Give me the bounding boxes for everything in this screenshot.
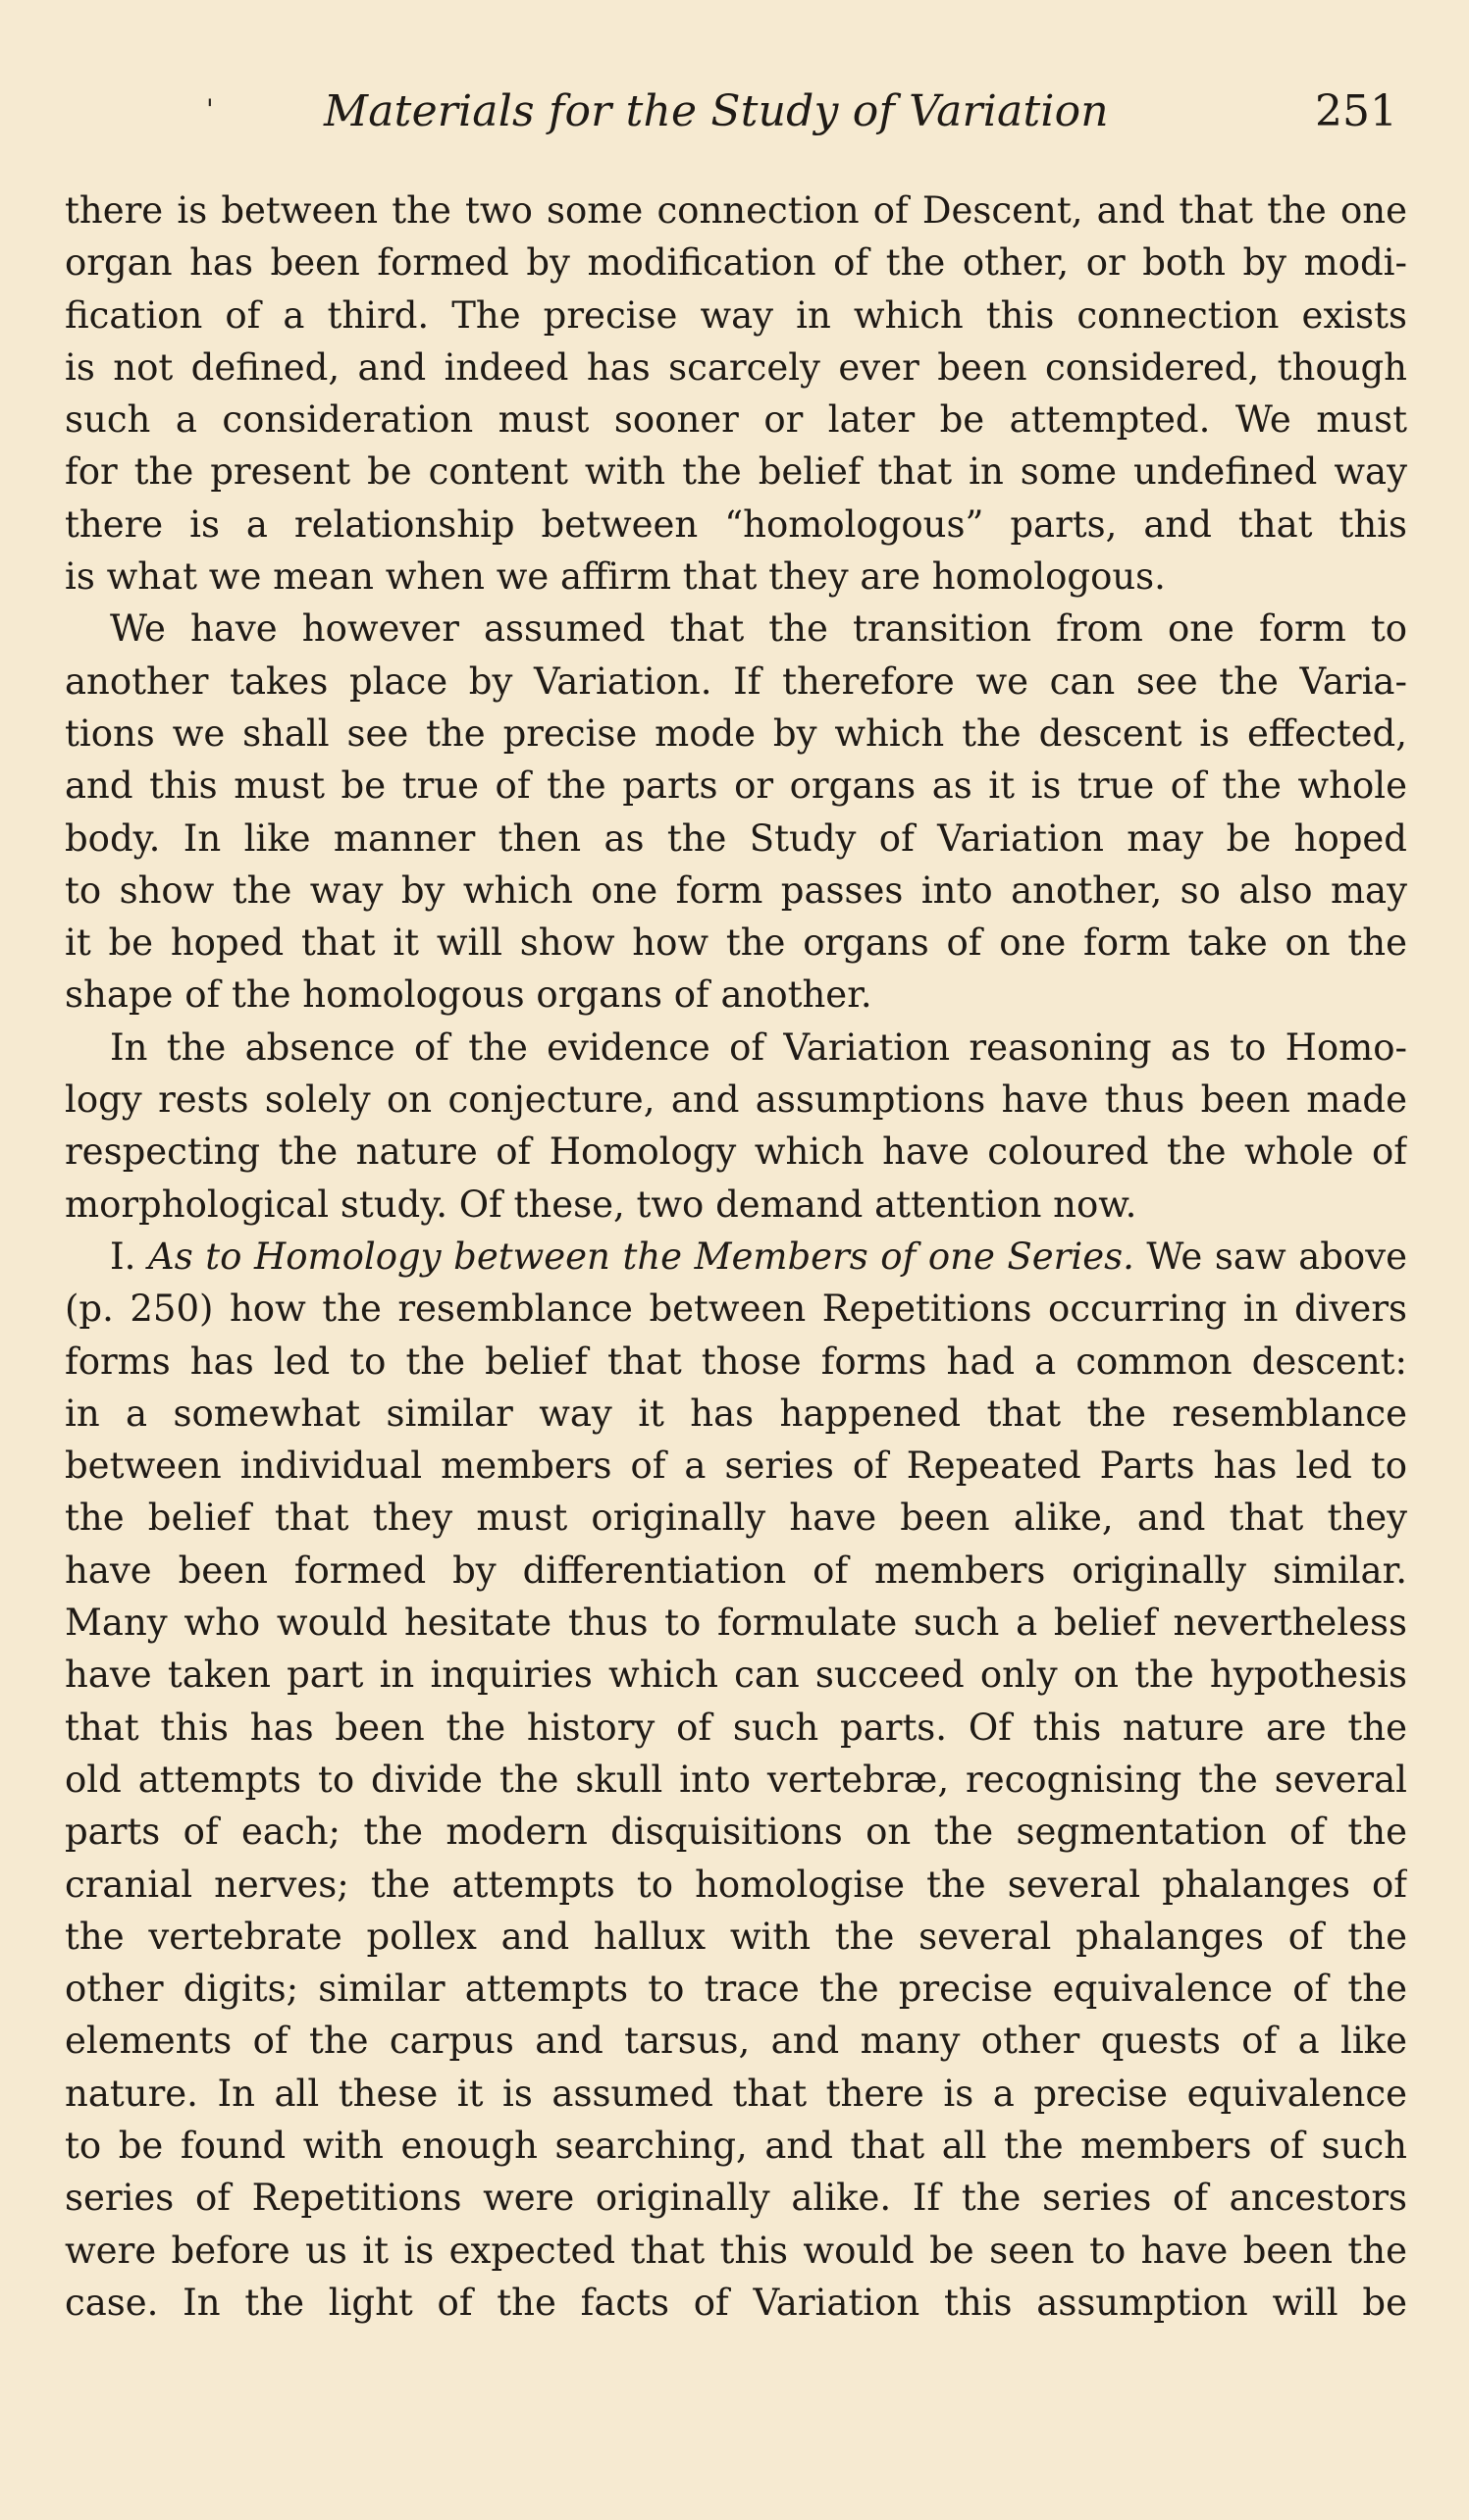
running-header	[61, 86, 1415, 155]
text-line: shape of the homologous organs of another.	[65, 973, 872, 1017]
text-line: fication of a third. The precise way in which this connection exists	[65, 293, 1407, 337]
text-line: case. In the light of the facts of Variation this assumption will be	[65, 2281, 1407, 2324]
paragraph-2	[65, 603, 1407, 1021]
text-line: We have however assumed that the transition from one form to	[110, 607, 1407, 651]
text-line: parts of each; the modern disquisitions on the segmentation of the	[65, 1811, 1407, 1854]
text-line: morphological study. Of these, two demand attention now.	[65, 1182, 1137, 1226]
text-line: there is a relationship between “homologous” parts, and that this	[65, 502, 1407, 546]
text-line: logy rests solely on conjecture, and assumptions have thus been made	[65, 1078, 1407, 1122]
text-line: the belief that they must originally have been alike, and that they	[65, 1496, 1407, 1540]
paragraph-3	[65, 1022, 1407, 1231]
text-line: that this has been the history of such parts. Of this nature are the	[65, 1706, 1407, 1749]
section-heading-continuation: We saw above	[1146, 1234, 1407, 1278]
text-line: (p. 250) how the resemblance between Repetitions occurring in divers	[65, 1287, 1407, 1331]
running-title: Materials for the Study of Variation	[324, 86, 1109, 136]
text-line: between individual members of a series of Repeated Parts has led to	[65, 1444, 1407, 1488]
paragraph-4	[65, 1231, 1407, 2329]
text-line: were before us it is expected that this would be seen to have been the	[65, 2229, 1407, 2272]
page-number: 251	[1315, 86, 1397, 136]
body-text	[65, 184, 1407, 2329]
text-line: in a somewhat similar way it has happened that the resemblance	[65, 1391, 1407, 1435]
text-line: is not defined, and indeed has scarcely ever been considered, though	[65, 345, 1407, 389]
section-number: I.	[110, 1234, 136, 1278]
text-line: forms has led to the belief that those forms had a common descent:	[65, 1339, 1407, 1383]
paragraph-1	[65, 184, 1407, 603]
text-line: organ has been formed by modification of the other, or both by modi-	[65, 241, 1407, 285]
text-line: respecting the nature of Homology which have coloured the whole of	[65, 1130, 1407, 1174]
text-line: is what we mean when we affirm that they are homologous.	[65, 555, 1166, 599]
text-line: there is between the two some connection of Descent, and that the one	[65, 189, 1407, 232]
text-line: series of Repetitions were originally alike. If the series of ancestors	[65, 2177, 1407, 2220]
section-heading: As to Homology between the Members of one Series.	[147, 1234, 1134, 1278]
section-heading-line	[65, 1231, 1407, 1283]
text-line: it be hoped that it will show how the organs of one form take on the	[65, 921, 1407, 965]
text-line: other digits; similar attempts to trace the precise equivalence of the	[65, 1968, 1407, 2011]
text-line: the vertebrate pollex and hallux with the several phalanges of the	[65, 1915, 1407, 1958]
text-line: body. In like manner then as the Study of Variation may be hoped	[65, 816, 1407, 860]
text-line: Many who would hesitate thus to formulate such a belief nevertheless	[65, 1601, 1407, 1645]
text-line: cranial nerves; the attempts to homologise the several phalanges of	[65, 1863, 1407, 1906]
text-line: have been formed by differentiation of members originally similar.	[65, 1549, 1407, 1592]
text-line: elements of the carpus and tarsus, and many other quests of a like	[65, 2020, 1407, 2063]
text-line: for the present be content with the belief that in some undefined way	[65, 450, 1407, 494]
header-mark: '	[206, 93, 214, 126]
text-line: tions we shall see the precise mode by which the descent is effected,	[65, 711, 1407, 755]
text-line: have taken part in inquiries which can succeed only on the hypothesis	[65, 1654, 1407, 1697]
text-line: old attempts to divide the skull into vertebræ, recognising the several	[65, 1758, 1407, 1801]
text-line: such a consideration must sooner or later be attempted. We must	[65, 398, 1407, 442]
text-line: and this must be true of the parts or organs as it is true of the whole	[65, 764, 1407, 808]
text-line: to show the way by which one form passes into another, so also may	[65, 868, 1407, 912]
text-line: to be found with enough searching, and that all the members of such	[65, 2124, 1407, 2167]
text-line: In the absence of the evidence of Variation reasoning as to Homo-	[110, 1025, 1407, 1069]
text-line: another takes place by Variation. If therefore we can see the Varia-	[65, 659, 1407, 703]
text-line: nature. In all these it is assumed that there is a precise equivalence	[65, 2072, 1407, 2115]
